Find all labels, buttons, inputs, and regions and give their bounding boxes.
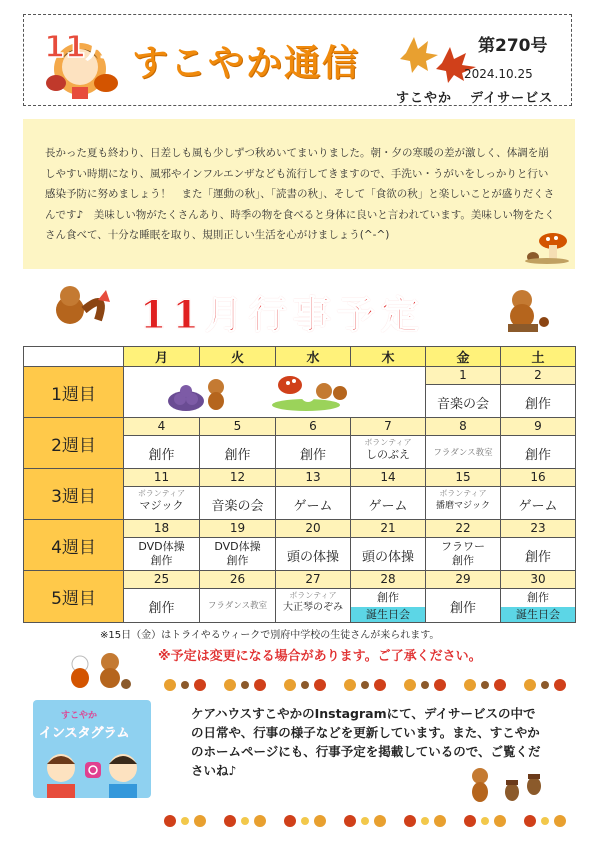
volunteer-label: ボランティア xyxy=(364,438,412,447)
activity-cell-30 xyxy=(501,589,576,623)
month-badge-text: 11月 xyxy=(44,30,116,65)
activity-text: ゲーム xyxy=(518,499,558,514)
date-cell-27: 27 xyxy=(276,571,351,589)
activity-top-text: DVD体操 xyxy=(138,540,185,553)
activity-text: 頭の体操 xyxy=(286,550,339,565)
activity-cell-9 xyxy=(501,436,576,469)
date-cell-11: 11 xyxy=(124,469,200,487)
week4-label: 4週目 xyxy=(24,520,124,571)
date-cell-21: 21 xyxy=(351,520,426,538)
bear-bunny-illustration xyxy=(62,650,134,690)
activity-cell-25 xyxy=(124,589,200,623)
activity-cell-27 xyxy=(276,589,351,623)
week5-num-row xyxy=(24,571,576,589)
school-visit-note: ※15日（金）はトライやるウィークで別府中学校の生徒さんが来られます。 xyxy=(100,630,440,641)
date-cell-9: 9 xyxy=(501,418,576,436)
week2-num-row xyxy=(24,418,576,436)
date-cell-25: 25 xyxy=(124,571,200,589)
week1-label: 1週目 xyxy=(24,367,124,418)
activity-text: 創作 xyxy=(524,448,551,463)
intro-box xyxy=(23,119,575,269)
activity-text: 創作 xyxy=(452,554,474,567)
activity-cell-8 xyxy=(426,436,501,469)
date-cell-6: 6 xyxy=(276,418,351,436)
activity-cell-15 xyxy=(426,487,501,520)
week1-illustration-cell xyxy=(124,367,426,418)
date-cell-18: 18 xyxy=(124,520,200,538)
activity-cell-2 xyxy=(501,385,576,418)
squirrel-acorn-illustration xyxy=(468,756,548,806)
corner-cell xyxy=(24,347,124,367)
birthday-badge: 誕生日会 xyxy=(351,607,425,622)
activity-cell-5 xyxy=(200,436,276,469)
date-cell-23: 23 xyxy=(501,520,576,538)
week4-num-row xyxy=(24,520,576,538)
activity-cell-28 xyxy=(351,589,426,623)
day-header-fri: 金 xyxy=(426,347,501,367)
activity-cell-12 xyxy=(200,487,276,520)
activity-cell-6 xyxy=(276,436,351,469)
instagram-badge xyxy=(33,700,151,798)
activity-text: 音楽の会 xyxy=(211,499,264,514)
activity-text: 創作 xyxy=(148,448,175,463)
calendar-title: 11月行事予定 xyxy=(140,292,425,337)
date-cell-14: 14 xyxy=(351,469,426,487)
date-cell-19: 19 xyxy=(200,520,276,538)
squirrel-right-illustration xyxy=(498,284,554,334)
schedule-change-notice: ※予定は変更になる場合があります。ご了承ください。 xyxy=(158,649,482,664)
activity-text: マジック xyxy=(139,499,184,512)
day-header-sat: 土 xyxy=(501,347,576,367)
date-cell-26: 26 xyxy=(200,571,276,589)
week1-num-row xyxy=(24,367,576,385)
activity-text: 創作 xyxy=(524,397,551,412)
date-cell-13: 13 xyxy=(276,469,351,487)
day-header-row xyxy=(24,347,576,367)
activity-text: 創作 xyxy=(224,448,251,463)
autumn-leaves-border-top xyxy=(160,676,580,694)
date-cell-8: 8 xyxy=(426,418,501,436)
week3-label: 3週目 xyxy=(24,469,124,520)
activity-cell-20 xyxy=(276,538,351,571)
activity-text: 創作 xyxy=(299,448,326,463)
activity-top-text: DVD体操 xyxy=(214,540,261,553)
activity-cell-21 xyxy=(351,538,426,571)
date-cell-1: 1 xyxy=(426,367,501,385)
mushroom-acorn-illustration xyxy=(523,231,571,265)
date-cell-4: 4 xyxy=(124,418,200,436)
instagram-badge-top: すこやか xyxy=(61,711,98,721)
date-cell-29: 29 xyxy=(426,571,501,589)
intro-text: 長かった夏も終わり、日差しも風も少しずつ秋めいてまいりました。朝・夕の寒暖の差が激しく、体調を崩しやすい時期になり、風邪やインフルエンザなども流行してきますので、手洗い・うがいをしっかりと行い感染予防に努めましょう！ また「運動の秋」、「読書の秋」、そして「食欲の秋」と楽しいことが盛りだくさんです♪ 美味しい物がたくさんあり、時季の物を食べると身体に良いと言われています。美味しい物をたくさん食べて、十分な睡眠を取り、規則正しい生活を心がけましょう(^-^) xyxy=(45,147,555,241)
activity-cell-16 xyxy=(501,487,576,520)
newsletter-header xyxy=(23,14,572,106)
issue-number: 第270号 xyxy=(478,36,548,56)
activity-text: 創作 xyxy=(449,601,476,616)
squirrel-left-illustration xyxy=(48,280,118,332)
activity-text: 音楽の会 xyxy=(436,397,489,412)
date-cell-7: 7 xyxy=(351,418,426,436)
activity-cell-19 xyxy=(200,538,276,571)
date-cell-12: 12 xyxy=(200,469,276,487)
autumn-animals-illustration xyxy=(128,369,424,413)
volunteer-label: ボランティア xyxy=(137,489,186,498)
activity-cell-11 xyxy=(124,487,200,520)
activity-text: 播磨マジック xyxy=(435,501,490,511)
activity-text: 大正琴のぞみ xyxy=(283,602,343,613)
day-header-thu: 木 xyxy=(351,347,426,367)
day-header-wed: 水 xyxy=(276,347,351,367)
week5-label: 5週目 xyxy=(24,571,124,623)
date-cell-15: 15 xyxy=(426,469,501,487)
birthday-badge: 誕生日会 xyxy=(501,607,575,622)
activity-text: フラダンス教室 xyxy=(433,448,493,458)
activity-top-text: 創作 xyxy=(527,591,549,604)
activity-text: フラダンス教室 xyxy=(207,601,268,611)
activity-top-text: 創作 xyxy=(377,591,399,604)
activity-text: 創作 xyxy=(150,554,173,567)
date-cell-30: 30 xyxy=(501,571,576,589)
date-cell-5: 5 xyxy=(200,418,276,436)
activity-text: 頭の体操 xyxy=(361,550,414,565)
autumn-leaves-border-bottom xyxy=(160,812,580,830)
instagram-info-text: ケアハウスすこやかのInstagramにて、デイサービスの中での日常や、行事の様子などを更新しています。また、すこやかのホームページにも、行事予定を掲載しているので、ご覧くださいね♪ xyxy=(191,706,541,778)
activity-cell-29 xyxy=(426,589,501,623)
volunteer-label: ボランティア xyxy=(439,489,487,498)
activity-cell-26 xyxy=(200,589,276,623)
activity-text: 創作 xyxy=(226,554,249,567)
activity-cell-7 xyxy=(351,436,426,469)
activity-text: 創作 xyxy=(148,601,175,616)
activity-text: ゲーム xyxy=(293,499,333,514)
date-cell-28: 28 xyxy=(351,571,426,589)
week2-label: 2週目 xyxy=(24,418,124,469)
day-header-tue: 火 xyxy=(200,347,276,367)
activity-text: しのぶえ xyxy=(366,448,410,461)
issue-date: 2024.10.25 xyxy=(464,67,533,81)
volunteer-label: ボランティア xyxy=(289,591,337,600)
activity-text: 創作 xyxy=(524,550,551,565)
activity-cell-4 xyxy=(124,436,200,469)
instagram-badge-main: インスタグラム xyxy=(39,726,130,741)
organization-name xyxy=(396,87,553,106)
activity-text: ゲーム xyxy=(368,499,408,514)
activity-cell-22 xyxy=(426,538,501,571)
week3-num-row xyxy=(24,469,576,487)
date-cell-22: 22 xyxy=(426,520,501,538)
date-cell-16: 16 xyxy=(501,469,576,487)
activity-cell-18 xyxy=(124,538,200,571)
day-header-mon: 月 xyxy=(124,347,200,367)
date-cell-2: 2 xyxy=(501,367,576,385)
org-name: すこやか xyxy=(396,91,453,106)
activity-cell-14 xyxy=(351,487,426,520)
date-cell-20: 20 xyxy=(276,520,351,538)
activity-top-text: フラワー xyxy=(441,540,485,553)
service-name: デイサービス xyxy=(470,91,554,106)
kids-illustration xyxy=(33,744,151,798)
autumn-girl-month-illustration xyxy=(32,19,128,103)
newsletter-title: すこやか通信 xyxy=(132,43,361,84)
activity-cell-1 xyxy=(426,385,501,418)
event-calendar xyxy=(23,346,576,623)
activity-cell-13 xyxy=(276,487,351,520)
activity-cell-23 xyxy=(501,538,576,571)
